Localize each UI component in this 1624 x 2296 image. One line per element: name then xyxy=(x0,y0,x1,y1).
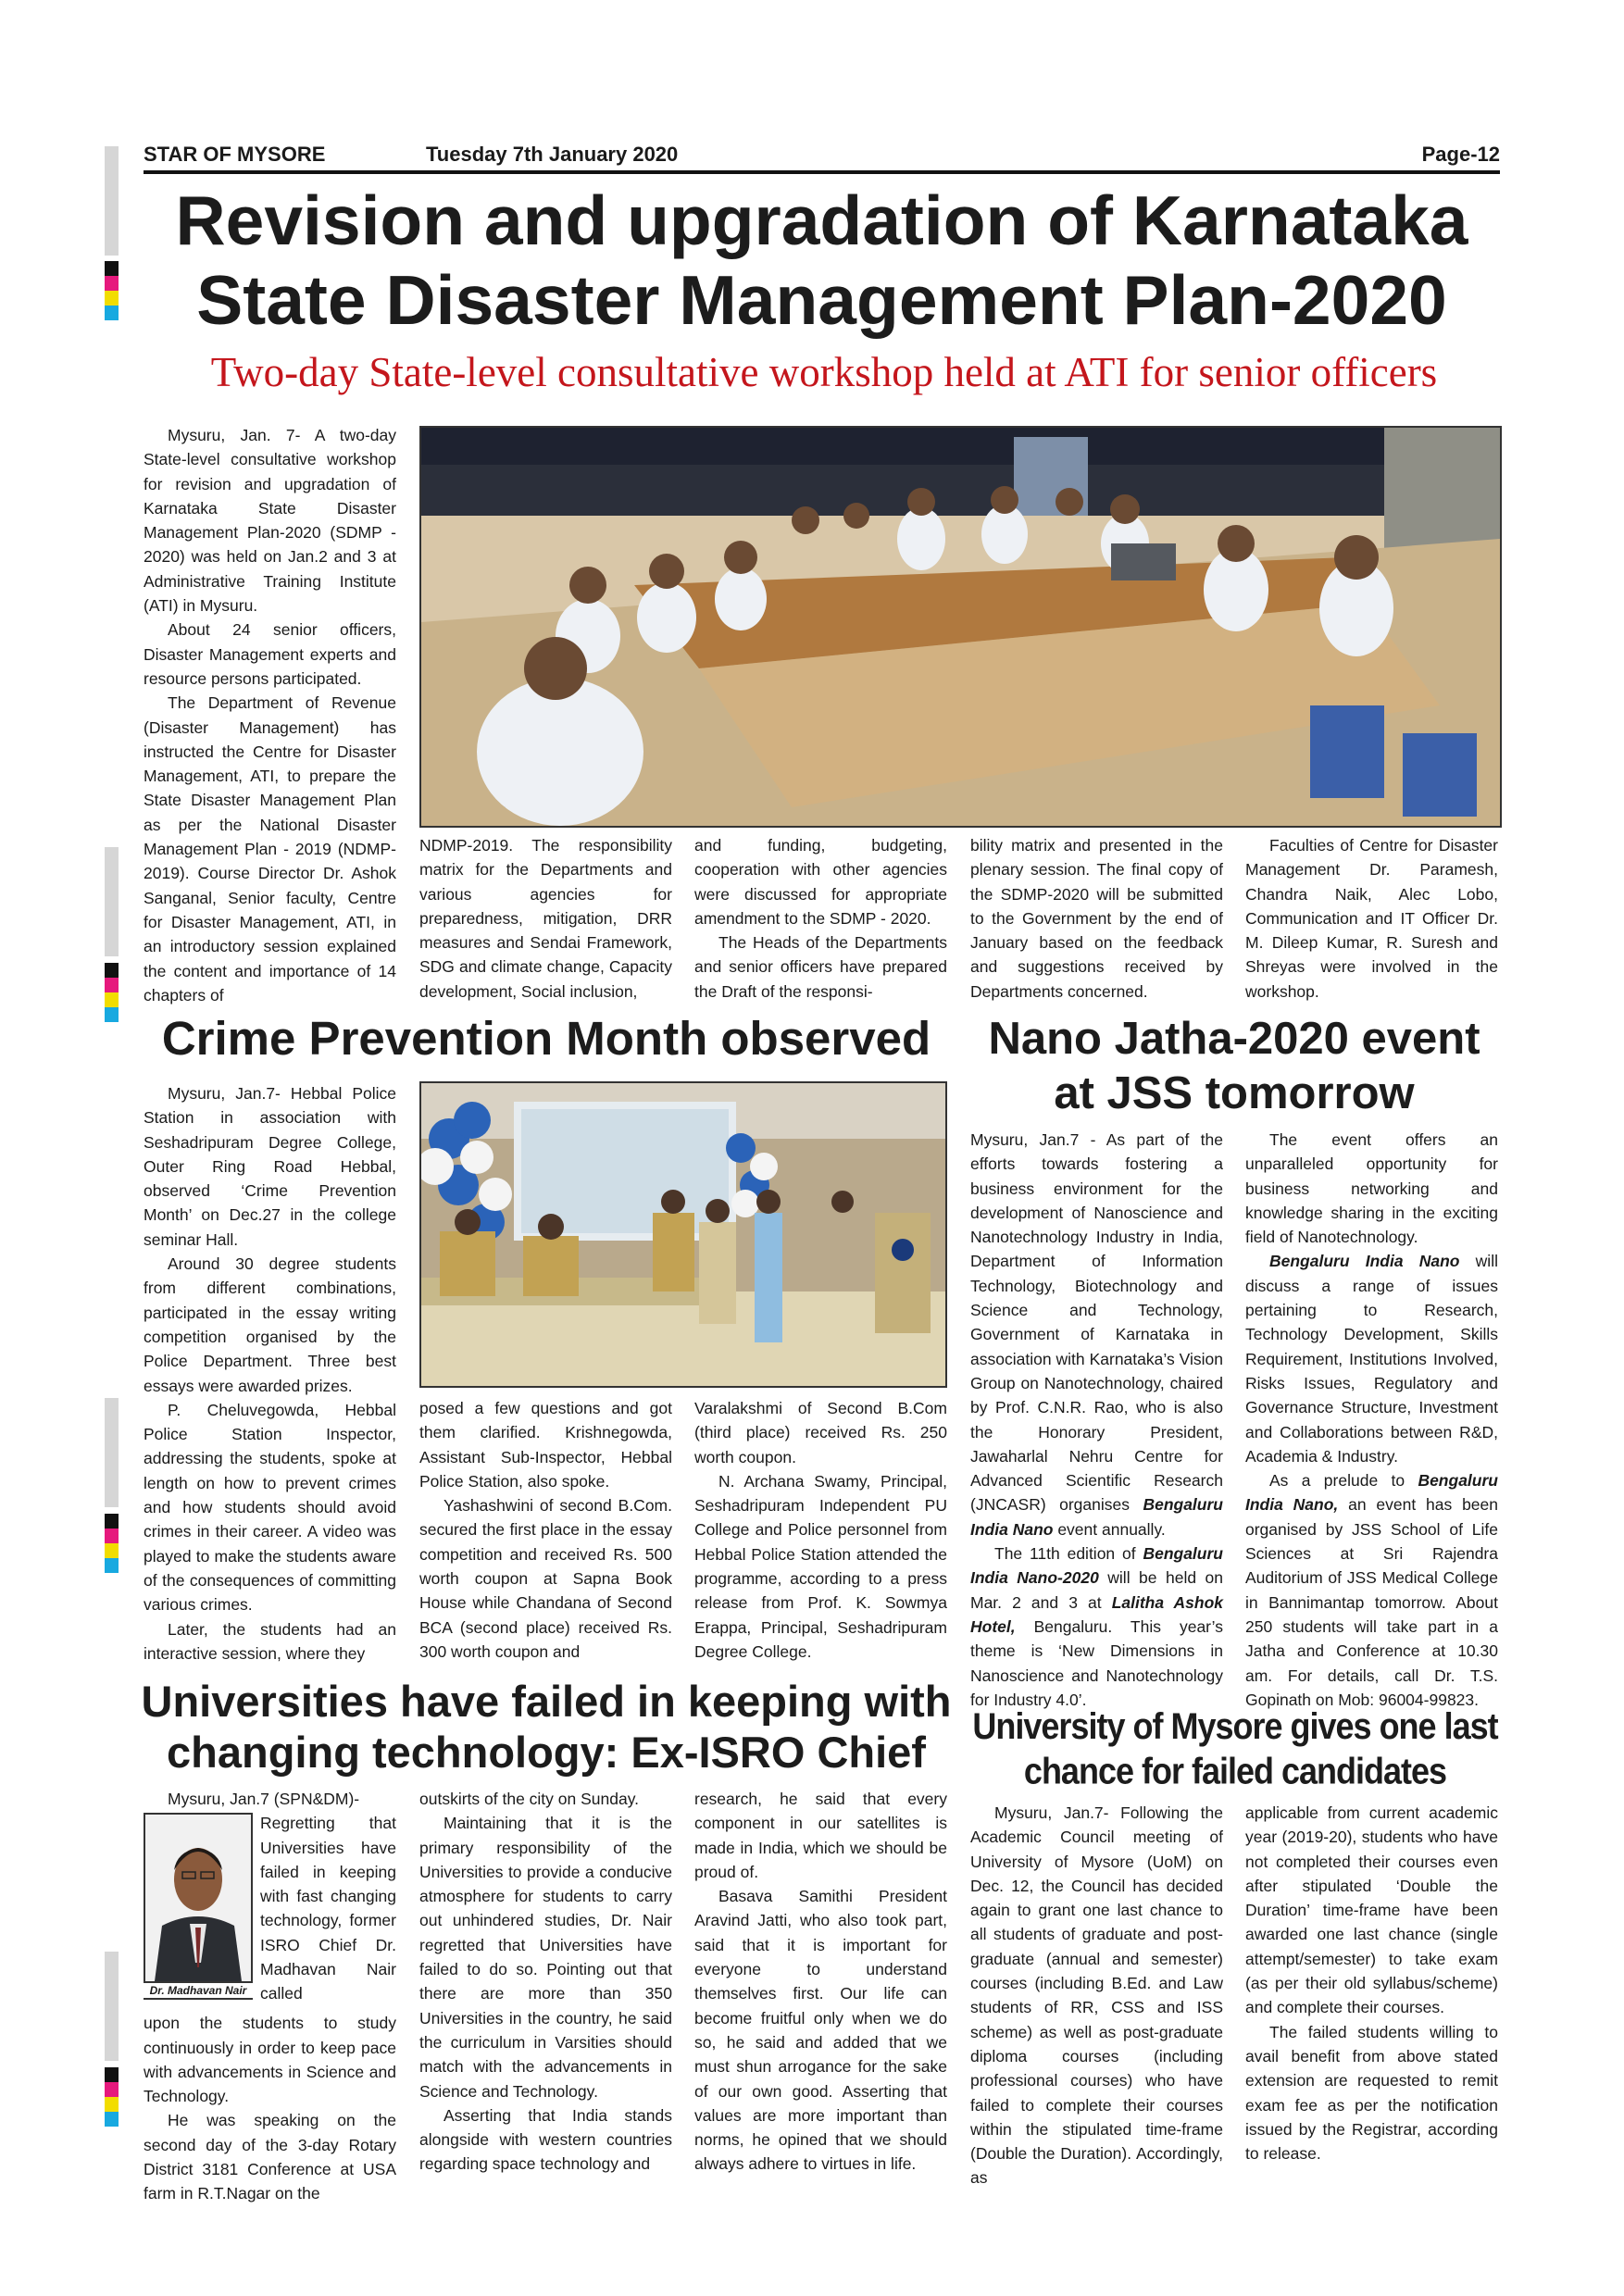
headline-line: Universities have failed in keeping with xyxy=(141,1677,952,1726)
article1-subheadline: Two-day State-level consultative workshop held at ATI for senior officers xyxy=(210,349,1438,395)
paragraph: Maintaining that it is the primary responsibility of the Universities to provide a conducive atmosphere for students to carry out unhindered studies, Dr. Nair regretted that Universities have failed to do so. Pointing out that there are more than 350 Universities in the country, he said the curriculum in Varsities should match with the advancements in Science and Technology. xyxy=(419,1814,672,2101)
article1-column-2 xyxy=(419,833,672,1004)
paragraph: outskirts of the city on Sunday. xyxy=(419,1790,640,1808)
print-mark-gray xyxy=(105,146,119,256)
article3-headline xyxy=(970,1012,1498,1121)
article5-column-1 xyxy=(970,1801,1223,2190)
paragraph: Yashashwini of second B.Com. secured the first place in the essay competition and received Rs. 500 worth coupon at Sapna Book House while Chandana of Second BCA (second place) received Rs. 300 worth coupon and xyxy=(419,1496,672,1661)
crime-prevention-photo xyxy=(419,1081,947,1388)
paragraph: NDMP-2019. The responsibility matrix for the Departments and various agencies for preparedness, mitigation, DRR measures and Sendai Framework, SDG and climate change, Capacity development, Social inclusion, xyxy=(419,836,672,1001)
paragraph: Varalakshmi of Second B.Com (third place) received Rs. 250 worth coupon. xyxy=(694,1399,947,1466)
print-mark-yellow xyxy=(105,2097,119,2112)
paper-name: STAR OF MYSORE xyxy=(144,143,326,166)
article2-column-1 xyxy=(144,1081,396,1666)
article2-column-3 xyxy=(694,1396,947,1664)
print-mark-yellow xyxy=(105,1543,119,1558)
print-mark-magenta xyxy=(105,276,119,291)
paragraph: Mysuru, Jan. 7- A two-day State-level consultative workshop for revision and upgradation of Karnataka State Disaster Management Plan-2020 (SDMP - 2020) was held on Jan.2 and 3 at Administrative Training Institute (ATI) in Mysuru. xyxy=(144,426,396,616)
issue-date: Tuesday 7th January 2020 xyxy=(426,143,679,166)
article1-column-5 xyxy=(1245,833,1498,1004)
paragraph: upon the students to study continuously in order to keep pace with advancements in Science and Technology. xyxy=(144,2014,396,2106)
print-mark-magenta xyxy=(105,1529,119,1543)
paragraph-text: Mysuru, Jan.7 (SPN&DM)- xyxy=(168,1790,360,1808)
event-name: Bengaluru India Nano xyxy=(970,1495,1223,1539)
print-mark-black xyxy=(105,261,119,276)
event-name: Bengaluru India Nano, xyxy=(1245,1471,1498,1515)
paragraph: He was speaking on the second day of the 3-day Rotary District 3181 Conference at USA farm in R.T.Nagar on the xyxy=(144,2111,396,2203)
print-mark-black xyxy=(105,963,119,978)
headline-line: Nano Jatha-2020 event xyxy=(988,1014,1480,1064)
print-mark-gray xyxy=(105,1398,119,1507)
print-mark-black xyxy=(105,2067,119,2082)
headline-line: changing technology: Ex-ISRO Chief xyxy=(167,1728,926,1778)
paragraph: The event offers an unparalleled opportunity for business networking and knowledge sharing in the exciting field of Nanotechnology. xyxy=(1245,1130,1498,1247)
print-mark-black xyxy=(105,1514,119,1529)
paragraph: bility matrix and presented in the plenary session. The final copy of the SDMP-2020 will be submitted to the Government by the end of January based on the feedback and suggestions received by Departments concerned. xyxy=(970,836,1223,1001)
paragraph: The Department of Revenue (Disaster Management) has instructed the Centre for Disaster Management, ATI, to prepare the State Disaster Management Plan as per the National Disaster Management Plan - 2019 (NDMP-2019). Course Director Dr. Ashok Sanganal, Senior faculty, Centre for Disaster Management, ATI, in an introductory session explained the content and importance of 14 chapters of xyxy=(144,693,396,1004)
headline-line: Revision and upgradation of Karnataka xyxy=(175,181,1468,259)
photo-caption: Dr. Madhavan Nair xyxy=(144,1983,253,2000)
print-mark-magenta xyxy=(105,2082,119,2097)
article2-column-2 xyxy=(419,1396,672,1664)
paragraph-text: will be held on Mar. 2 and 3 at xyxy=(970,1568,1223,1612)
workshop-photo xyxy=(419,426,1502,828)
paragraph-text: event annually. xyxy=(1057,1519,1166,1539)
event-name: Bengaluru India Nano-2020 xyxy=(970,1544,1223,1588)
headline-line: chance for failed candidates xyxy=(1023,1750,1447,1792)
paragraph-text: will discuss a range of issues pertaining to Research, Technology Development, Skills Requirement, Institutions Involved, Risks Issues, Regulatory and Governance Structure, Investment and Collaborations between R&D, Academia & Industry. xyxy=(1245,1252,1498,1466)
print-mark-yellow xyxy=(105,992,119,1007)
headline-line: at JSS tomorrow xyxy=(1054,1067,1415,1118)
paragraph: Asserting that India stands alongside with western countries regarding space technology and xyxy=(419,2105,672,2174)
article1-column-3 xyxy=(694,833,947,1004)
paragraph: Faculties of Centre for Disaster Management Dr. Paramesh, Chandra Naik, Alec Lobo, Communication and IT Officer Dr. M. Dileep Kumar, R. Suresh and Shreyas were involved in the workshop. xyxy=(1245,836,1498,1001)
paragraph-text: As a prelude to xyxy=(1269,1471,1405,1491)
article2-headline: Crime Prevention Month observed xyxy=(161,1012,931,1065)
paragraph: N. Archana Swamy, Principal, Seshadripuram Independent PU College and Police personnel from Hebbal Police Station attended the programme, according to a press release from Prof. K. Sowmya Erappa, Principal, Seshadripuram Degree College. xyxy=(694,1471,947,1661)
print-mark-cyan xyxy=(105,306,119,320)
print-mark-cyan xyxy=(105,1007,119,1022)
paragraph: Later, the students had an interactive session, where they xyxy=(144,1619,396,1663)
headline-line: University of Mysore gives one last xyxy=(972,1704,1498,1747)
page-header xyxy=(144,141,1500,174)
paragraph: applicable from current academic year (2019-20), students who have not completed their courses even after stipulated ‘Double the Duration’ time-frame have been awarded one last chance (single attempt/semester) to take exam (as per their old syllabus/scheme) and complete their courses. xyxy=(1245,1803,1498,2017)
article5-column-2 xyxy=(1245,1801,1498,2165)
paragraph-text: The 11th edition of xyxy=(994,1544,1136,1564)
paragraph: posed a few questions and got them clarified. Krishnegowda, Assistant Sub-Inspector, Hebbal Police Station, also spoke. xyxy=(419,1399,672,1491)
article5-headline xyxy=(968,1704,1503,1794)
page-number: Page-12 xyxy=(1421,143,1500,166)
article1-column-4 xyxy=(970,833,1223,1004)
print-mark-yellow xyxy=(105,291,119,306)
paragraph: The failed students willing to avail benefit from above stated extension are requested to remit exam fee as per the notification issued by the Registrar, according to release. xyxy=(1245,2022,1498,2164)
paragraph: Around 30 degree students from different combinations, participated in the essay writing competition organised by the Police Department. Three best essays were awarded prizes. xyxy=(144,1254,396,1395)
portrait-box xyxy=(144,1813,253,2009)
article4-column-1 xyxy=(144,1787,396,2206)
print-mark-magenta xyxy=(105,978,119,992)
portrait-photo xyxy=(144,1813,253,1983)
paragraph: Regretting that Universities have failed in keeping with fast changing technology, former ISRO Chief Dr. Madhavan Nair called xyxy=(260,1814,396,2003)
article1-headline xyxy=(134,181,1509,340)
article4-column-2 xyxy=(419,1787,672,2177)
article4-headline xyxy=(139,1676,954,1778)
article4-column-3 xyxy=(694,1787,947,2177)
paragraph: P. Cheluvegowda, Hebbal Police Station Inspector, addressing the students, spoke at length on how to prevent crimes and how students should avoid crimes in their career. A video was played to make the students aware of the consequences of committing various crimes. xyxy=(144,1400,396,1615)
paragraph-text: Bengaluru. This year’s theme is ‘New Dimensions in Nanoscience and Nanotechnology for Industry 4.0’. xyxy=(970,1616,1223,1709)
article3-column-2 xyxy=(1245,1128,1498,1712)
paragraph: research, he said that every component in our satellites is made in India, which we should be proud of. xyxy=(694,1790,947,1881)
headline-line: State Disaster Management Plan-2020 xyxy=(196,260,1447,339)
paragraph: The Heads of the Departments and senior officers have prepared the Draft of the responsi- xyxy=(694,933,947,1001)
print-mark-cyan xyxy=(105,1558,119,1573)
paragraph: Mysuru, Jan.7- Hebbal Police Station in association with Seshadripuram Degree College, Outer Ring Road Hebbal, observed ‘Crime Prevention Month’ on Dec.27 in the college seminar Hall. xyxy=(144,1084,396,1249)
print-mark-cyan xyxy=(105,2112,119,2127)
article3-column-1 xyxy=(970,1128,1223,1712)
paragraph-text: Mysuru, Jan.7 - As part of the efforts towards fostering a business environment for the development of Nanoscience and Nanotechnology Industry in India, Department of Information Technology, Biotechnology and Science and Technology, Government of Karnataka in association with Karnataka’s Vision Group on Nanotechnology, chaired by Prof. C.N.R. Rao, who is also the Honorary President, Jawaharlal Nehru Centre for Advanced Scientific Research (JNCASR) organises xyxy=(970,1130,1223,1515)
paragraph: About 24 senior officers, Disaster Management experts and resource persons participated. xyxy=(144,620,396,688)
print-mark-gray xyxy=(105,847,119,956)
article1-column-1 xyxy=(144,423,396,1007)
venue-name: Lalitha Ashok Hotel, xyxy=(970,1592,1223,1636)
event-name: Bengaluru India Nano xyxy=(1269,1252,1460,1271)
print-mark-gray xyxy=(105,1952,119,2061)
paragraph-text: an event has been organised by JSS School of Life Sciences at Sri Rajendra Auditorium of JSS Medical College in Bannimantap tomorrow. About 250 students will take part in a Jatha and Conference at 10.30 am. For details, call Dr. T.S. Gopinath on Mob: 96004-99823. xyxy=(1245,1495,1498,1709)
paragraph: Basava Samithi President Aravind Jatti, who also took part, said that it is important for everyone to understand themselves first. Our life can become fruitful only when we do so, he said and added that we must shun arrogance for the sake of our own good. Asserting that values are more important than norms, he opined that we should always adhere to virtues in life. xyxy=(694,1887,947,2174)
paragraph: and funding, budgeting, cooperation with other agencies were discussed for appropriate amendment to the SDMP - 2020. xyxy=(694,836,947,928)
paragraph: Mysuru, Jan.7- Following the Academic Council meeting of University of Mysore (UoM) on Dec. 12, the Council has decided again to grant one last chance to all students of graduate and post-graduate (annual and semester) courses (including B.Ed. and Law students of RR, CSS and ISS scheme) as well as post-graduate diploma courses (including professional courses) who have failed to complete their courses within the stipulated time-frame (Double the Duration). Accordingly, as xyxy=(970,1803,1223,2188)
